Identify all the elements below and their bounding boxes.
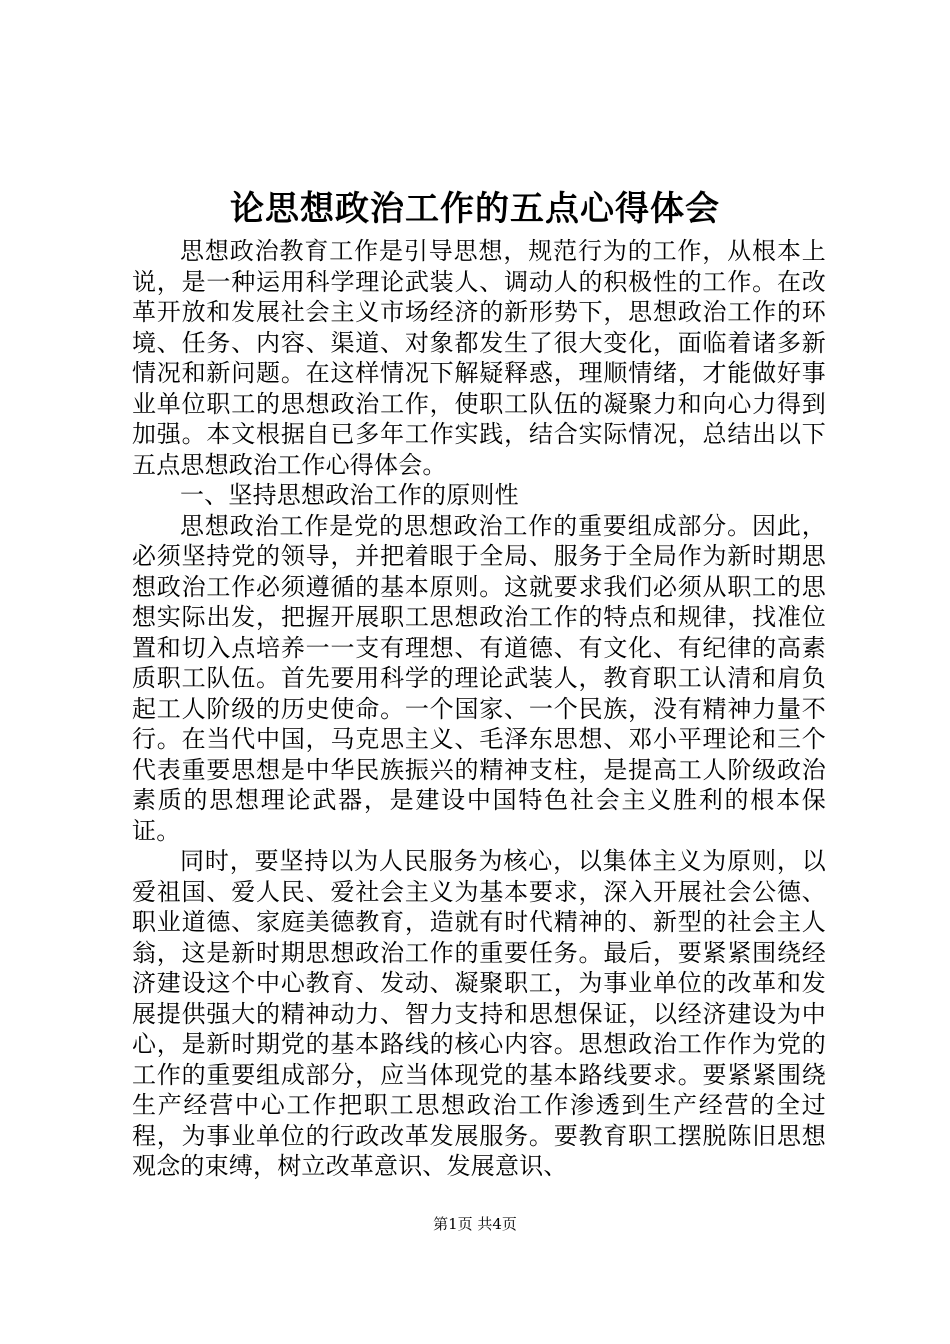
paragraph-intro: 思想政治教育工作是引导思想，规范行为的工作，从根本上说，是一种运用科学理论武装人、调动人的积极性的工作。在改革开放和发展社会主义市场经济的新形势下，思想政治工作的环境、任务、内容、渠道、对象都发生了很大变化，面临着诸多新情况和新问题。在这样情况下解疑释惑，理顺情绪，才能做好事业单位职工的思想政治工作，使职工队伍的凝聚力和向心力得到加强。本文根据自已多年工作实践，结合实际情况，总结出以下五点思想政治工作心得体会。 [132, 237, 826, 479]
document-body [132, 236, 826, 1182]
document-title: 论思想政治工作的五点心得体会 [230, 189, 720, 229]
paragraph-meanwhile: 同时，要坚持以为人民服务为核心，以集体主义为原则，以爱祖国、爱人民、爱社会主义为基本要求，深入开展社会公德、职业道德、家庭美德教育，造就有时代精神的、新型的社会主人翁，这是新时期思想政治工作的重要任务。最后，要紧紧围绕经济建设这个中心教育、发动、凝聚职工，为事业单位的改革和发展提供强大的精神动力、智力支持和思想保证，以经济建设为中心，是新时期党的基本路线的核心内容。思想政治工作作为党的工作的重要组成部分，应当体现党的基本路线要求。要紧紧围绕生产经营中心工作把职工思想政治工作渗透到生产经营的全过程，为事业单位的行政改革发展服务。要教育职工摆脱陈旧思想观念的束缚，树立改革意识、发展意识、 [132, 847, 826, 1180]
paragraph-principle: 思想政治工作是党的思想政治工作的重要组成部分。因此，必须坚持党的领导，并把着眼于全局、服务于全局作为新时期思想政治工作必须遵循的基本原则。这就要求我们必须从职工的思想实际出发，把握开展职工思想政治工作的特点和规律，找准位置和切入点培养一一支有理想、有道德、有文化、有纪律的高素质职工队伍。首先要用科学的理论武装人，教育职工认清和肩负起工人阶级的历史使命。一个国家、一个民族，没有精神力量不行。在当代中国，马克思主义、毛泽东思想、邓小平理论和三个代表重要思想是中华民族振兴的精神支柱，是提高工人阶级政治素质的思想理论武器，是建设中国特色社会主义胜利的根本保证。 [132, 511, 826, 845]
page-footer: 第1页 共4页 [433, 1215, 517, 1233]
section-heading-1: 一、坚持思想政治工作的原则性 [180, 481, 519, 509]
